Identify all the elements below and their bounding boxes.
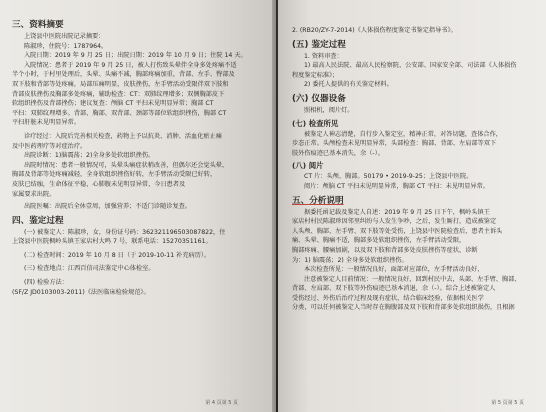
process-line: (四) 检验方法： [24, 279, 68, 287]
text-line: 上饶县中医院出院记录摘要： [24, 33, 105, 40]
text-line: 痛、头晕、胸痛不适，胸部多处软组织挫伤，左手臂活动受限， [292, 237, 466, 245]
right-block-b [292, 106, 536, 158]
text-line: 皮肤已结痂，生命体征平稳，心肺腹未见明显异常，今日患者及 [12, 180, 186, 188]
text-line: 阅片：颅脑 CT 平扫未见明显异常，胸部 CT 平扫：未见明显异常。 [304, 182, 489, 190]
text-line: 平扫肝脏未见明显异常。 [12, 119, 81, 127]
text-line: 双下肢和背部等处疼痛，局部压痛明显，皮肤挫伤，左手臂活动受限伴双下肢和 [12, 80, 229, 88]
text-line: 入院情况：患者于 2019 年 9 月 25 日，被人打伤致头晕伴全身多处疼痛不适 [24, 61, 237, 69]
heading-film: (八) 阅片 [292, 161, 324, 171]
right-block-c [292, 172, 536, 191]
text-line: 步态正常。头颅检查未见明显异常，头部检查：胸部、背部、左肩部等双下 [292, 140, 497, 148]
text-line: 2. (RB20/ZY-7-2014)《人体损伤程度鉴定书鉴定指导书》。 [292, 27, 457, 34]
text-line: 半个小时，于村里处理后，头晕、头痛不减，胸部疼痛加重，背部、左手、臀部及 [12, 71, 235, 79]
text-line: 入院日期：2019 年 9 月 25 日；出院日期：2019 年 10 月 9 日；住院 14 天。 [24, 52, 247, 60]
text-line: 照相机，阅片灯。 [304, 106, 354, 114]
text-line: 平扫：双肺纹理增多。背部、胸部、双背部、颈部等部位软组织挫伤，胸部 CT [12, 109, 227, 117]
text-line: 1. 资料审查： [304, 52, 343, 60]
text-line: 出院诊断：1)脑震荡；2)全身多处软组织挫伤。 [24, 152, 155, 160]
text-line: 程度鉴定标准》； [292, 71, 339, 79]
heading-analysis: 五、分析说明 [292, 195, 344, 206]
text-line: 胸部及背部等处疼痛减轻，全身软组织挫伤好转，左手臂活动受限已好转， [12, 171, 217, 179]
method-line: (SF/Z JD0103003-2011)《法医临床检验规范》。 [12, 288, 150, 296]
left-page-number: 第 4 页第 5 页 [205, 400, 238, 406]
text-line: 陈淑珍，住院号：1787964。 [24, 42, 108, 50]
text-line: 胸部疼痛、腰痛加剧，以及双下肢和背部多处皮肤挫伤等症状，诊断 [292, 246, 478, 254]
text-line: 受伤经过、外伤后治疗过程及现有症状，结合临床经验，依据相关医学 [292, 294, 484, 302]
text-line: 1) 最高人民法院、最高人民检察院、公安部、国家安全部、司法部《人体损伤 [304, 62, 517, 70]
text-line: 家属要求出院。 [12, 190, 56, 198]
text-line: 2) 委托人提供的有关鉴定材料。 [304, 81, 393, 89]
text-line: 据委托函记载及鉴定人自述：2019 年 9 月 25 日下午，枫岭头镇王 [304, 208, 490, 216]
text-line: 人头颅、胸部、左手臂、双下肢等处受伤，上饶县中医院检查后，患者主诉头 [292, 227, 503, 235]
text-line: 背部皮肤挫伤及胸部多处疼痛，辅助检查：CT：双肺纹理增多；双侧胸部皮下 [12, 90, 225, 98]
text-line: 本次检查所见：一般情况良好，面部对应部位，左手臂活动良好， [304, 266, 484, 274]
text-line: 背部、左肩部、双下肢等外伤痕迹已基本消退，余（-）。综合上述被鉴定人 [292, 285, 496, 293]
process-line: (三) 检查地点：江西百信司法鉴定中心体检室。 [24, 265, 155, 273]
right-page-number: 第 5 页第 5 页 [491, 400, 524, 406]
heading-process-sub: (五) 鉴定过程 [292, 39, 346, 50]
heading-materials: 三、资料摘要 [12, 20, 64, 30]
process-line: (二) 检查时间：2019 年 10 月 8 日（于 2019-10-11 补充病历）。 [24, 251, 211, 259]
process-line: (一) 被鉴定人：陈淑珍，女，身份证号码：362321196503087822，住 [24, 228, 226, 236]
left-block-b [12, 132, 266, 199]
text-line: 出院时情况：患者一般情况可，头晕头痛症状稍改善，但偶尔还会觉头晕， [24, 161, 229, 169]
text-line: 诊疗经过：入院后完善相关检查，药物上予以抗炎、消肿、活血化瘀止痛 [24, 132, 222, 140]
heading-exam: (六) 仪器设备 [292, 93, 346, 104]
heading-process: 四、鉴定过程 [12, 215, 64, 226]
text-line: 软组织挫伤及背部挫伤；建议复查：颅脑 CT 平扫未见明显异常；胸部 CT [12, 100, 214, 108]
right-page [278, 0, 546, 412]
process-list [12, 228, 266, 298]
right-block-d [292, 208, 536, 314]
left-block-a [12, 32, 266, 128]
text-line: 为：1) 脑震荡；2) 全身多处软组织挫伤。 [292, 256, 408, 264]
text-line: 注意被鉴定人目前情况：一般情况良好，回到村民中去，头部、左手臂、胸部、 [304, 275, 521, 283]
text-line: 肢外伤痕迹已基本消失，余（-）。 [292, 149, 384, 157]
text-line: CT 片：头颅、胸部。50179 • 2019-9-25；上饶县中医院。 [304, 173, 473, 181]
right-block-a [292, 52, 536, 90]
text-line: 被鉴定人神志清楚，自行步入鉴定室，精神正常，对答切题，查体合作， [304, 130, 502, 138]
text-line: 家店村村民陈淑珍因邻里纠纷与人发生争吵，之后，发生厮打，造成被鉴定 [292, 218, 497, 226]
text-line: (七) 检查所见 [292, 118, 339, 128]
discharge-advice: 出院医嘱：出院后全休壹周，加强营养；不适门诊随诊复查。 [24, 203, 192, 211]
process-line: 上饶县中医院枫岭头镇王家店村大鸣 7 号，联系电话：15270351161。 [12, 238, 212, 246]
text-line: 分类，可以任何被鉴定人当时存在胸腹部及双下肢和背部多处软组织损伤，且根据 [292, 304, 515, 312]
text-line: 及中医药理疗等对症治疗。 [12, 142, 87, 150]
